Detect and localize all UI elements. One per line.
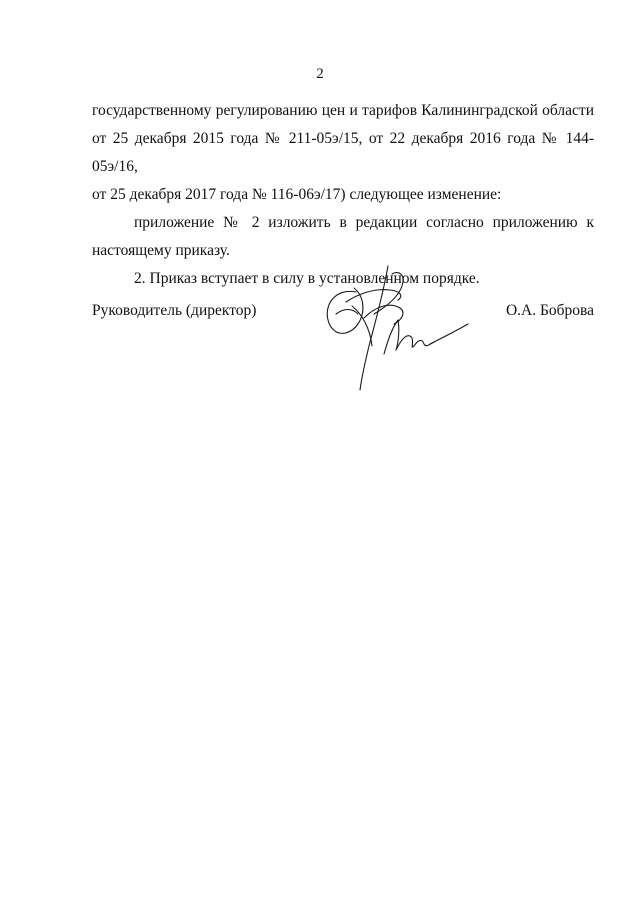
amendment-line: настоящему приказу.: [92, 242, 230, 259]
body-line: от 25 декабря 2015 года № 211-05э/15, от 22 декабря 2016 года № 144-05э/16,: [92, 130, 594, 175]
body-line: от 25 декабря 2017 года № 116-06э/17) следующее изменение:: [92, 186, 502, 203]
signatory-name: О.А. Боброва: [505, 302, 594, 319]
clause-2: 2. Приказ вступает в силу в установленном порядке.: [134, 270, 480, 287]
amendment-line: приложение № 2 изложить в редакции согласно приложению к: [134, 214, 594, 231]
handwritten-signature: [318, 258, 478, 398]
body-line: государственному регулированию цен и тарифов Калининградской области: [92, 102, 594, 119]
signatory-title: Руководитель (директор): [92, 302, 257, 319]
page-number: 2: [316, 66, 324, 82]
